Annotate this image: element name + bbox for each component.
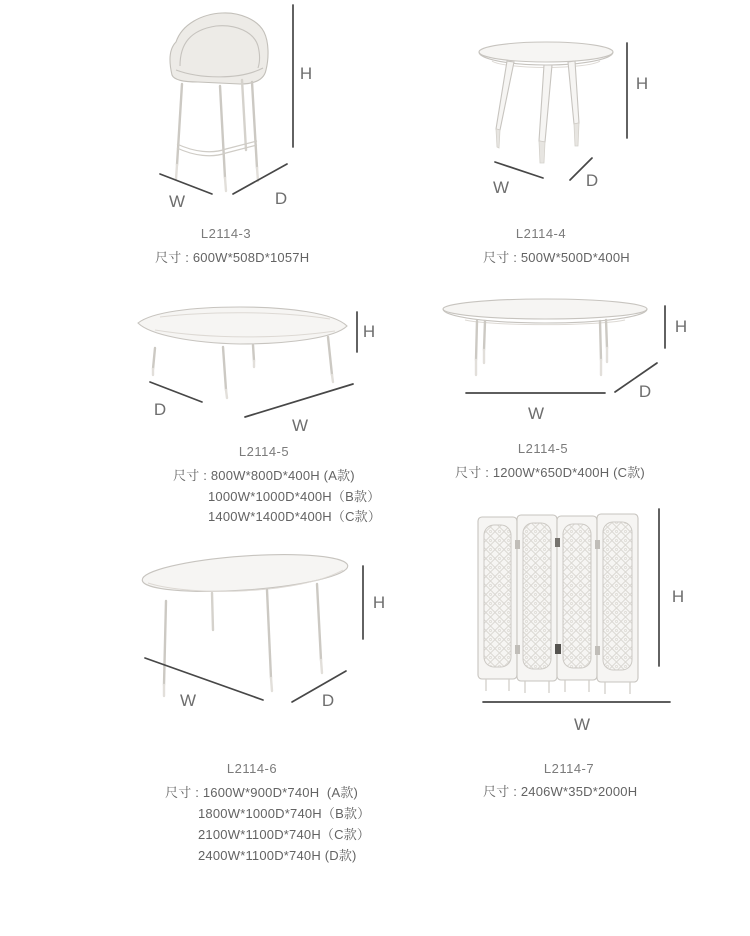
height-label: H xyxy=(635,74,649,93)
product-spec-line: 尺寸 : 1200W*650D*400H (C款) xyxy=(455,465,645,480)
table-back-left-leg xyxy=(153,348,155,369)
product-spec-line: 尺寸 : 600W*508D*1057H xyxy=(155,250,310,265)
depth-label: D xyxy=(153,400,167,419)
product-specs xyxy=(483,782,637,803)
width-label: W xyxy=(492,178,510,197)
stool-front-center-leg xyxy=(220,86,225,178)
screen-hinge xyxy=(595,646,600,655)
product-spec-line: 1400W*1400D*400H（C款） xyxy=(208,509,382,524)
screen-hinge xyxy=(555,538,560,547)
table-front-left-leg xyxy=(223,347,226,390)
screen-hinge xyxy=(515,540,520,549)
screen-hinge xyxy=(595,540,600,549)
furniture-drawing xyxy=(170,13,268,191)
product-spec-line: 尺寸 : 2406W*35D*2000H xyxy=(483,784,638,799)
height-label: H xyxy=(372,593,386,612)
table-left-leg xyxy=(164,601,166,685)
product-code: L2114-3 xyxy=(200,226,252,241)
table-back-leg xyxy=(212,593,213,630)
depth-label: D xyxy=(585,171,599,190)
table-back-right-leg xyxy=(606,320,607,348)
table-front-left-leg xyxy=(476,321,477,360)
width-label: W xyxy=(573,715,591,734)
furniture-drawing xyxy=(141,549,349,696)
product-code: L2114-7 xyxy=(543,761,595,776)
product-spec-line: 2400W*1100D*740H (D款) xyxy=(198,848,357,863)
depth-dimension-line xyxy=(292,671,346,702)
product-spec-line: 1000W*1000D*400H（B款） xyxy=(208,488,381,504)
width-label: W xyxy=(527,404,545,423)
table-left-leg xyxy=(496,61,514,130)
table-right-leg xyxy=(317,584,321,660)
screen-hinge xyxy=(515,645,520,654)
height-label: H xyxy=(671,587,685,606)
product-card-6 xyxy=(450,500,695,735)
product-spec-line: 1800W*1000D*740H（B款） xyxy=(198,806,371,821)
table-center-leg xyxy=(539,65,552,142)
table-front-leg xyxy=(267,590,271,678)
product-card-2 xyxy=(440,15,670,210)
furniture-drawing xyxy=(443,299,647,375)
depth-label: D xyxy=(321,691,335,710)
table-right-leg xyxy=(568,61,579,124)
height-label: H xyxy=(362,322,376,341)
product-specs xyxy=(483,248,630,269)
width-dimension-line xyxy=(145,658,263,700)
product-specs xyxy=(155,248,309,269)
table-front-right-leg xyxy=(600,321,601,360)
oval-coffee-table-sketch xyxy=(440,290,695,425)
stool-front-left-leg xyxy=(177,84,182,165)
depth-label: D xyxy=(274,189,288,208)
width-dimension-line xyxy=(245,384,353,417)
bar-stool-sketch xyxy=(130,0,330,215)
square-coffee-table-sketch xyxy=(130,295,380,435)
folding-screen-sketch xyxy=(450,500,695,735)
round-side-table-sketch xyxy=(440,15,670,210)
table-back-left-leg xyxy=(484,321,485,350)
oval-dining-table-sketch xyxy=(130,545,390,720)
depth-dimension-line xyxy=(150,382,202,402)
width-dimension-line xyxy=(495,162,543,178)
width-label: W xyxy=(291,416,309,435)
table-right-leg xyxy=(328,337,332,375)
product-card-3 xyxy=(130,295,380,435)
height-label: H xyxy=(674,317,688,336)
furniture-drawing xyxy=(138,307,347,398)
furniture-drawing xyxy=(478,514,638,694)
product-spec-line: 尺寸 : 1600W*900D*740H (A款) xyxy=(165,785,359,800)
width-dimension-line xyxy=(160,174,212,194)
height-label: H xyxy=(299,64,313,83)
product-code: L2114-4 xyxy=(515,226,567,241)
table-top xyxy=(479,42,613,62)
table-center-leg xyxy=(253,345,254,361)
product-code: L2114-6 xyxy=(226,761,278,776)
screen-hinge xyxy=(555,644,561,654)
width-label: W xyxy=(168,192,186,211)
product-card-5 xyxy=(130,545,390,720)
depth-label: D xyxy=(638,382,652,401)
product-specs xyxy=(173,466,381,528)
product-spec-line: 2100W*1100D*740H（C款） xyxy=(198,827,371,842)
product-spec-line: 尺寸 : 800W*800D*400H (A款) xyxy=(173,468,355,483)
width-label: W xyxy=(179,691,197,710)
product-code: L2114-5 xyxy=(517,441,569,456)
product-specs xyxy=(165,782,370,866)
product-spec-line: 尺寸 : 500W*500D*400H xyxy=(483,250,630,265)
stool-back-leg xyxy=(242,80,246,150)
furniture-drawing xyxy=(479,42,613,163)
product-card-4 xyxy=(440,290,695,425)
product-card-1 xyxy=(130,0,330,215)
product-specs xyxy=(455,463,645,484)
stool-right-leg xyxy=(252,82,257,168)
table-top xyxy=(443,299,647,319)
product-code: L2114-5 xyxy=(238,444,290,459)
